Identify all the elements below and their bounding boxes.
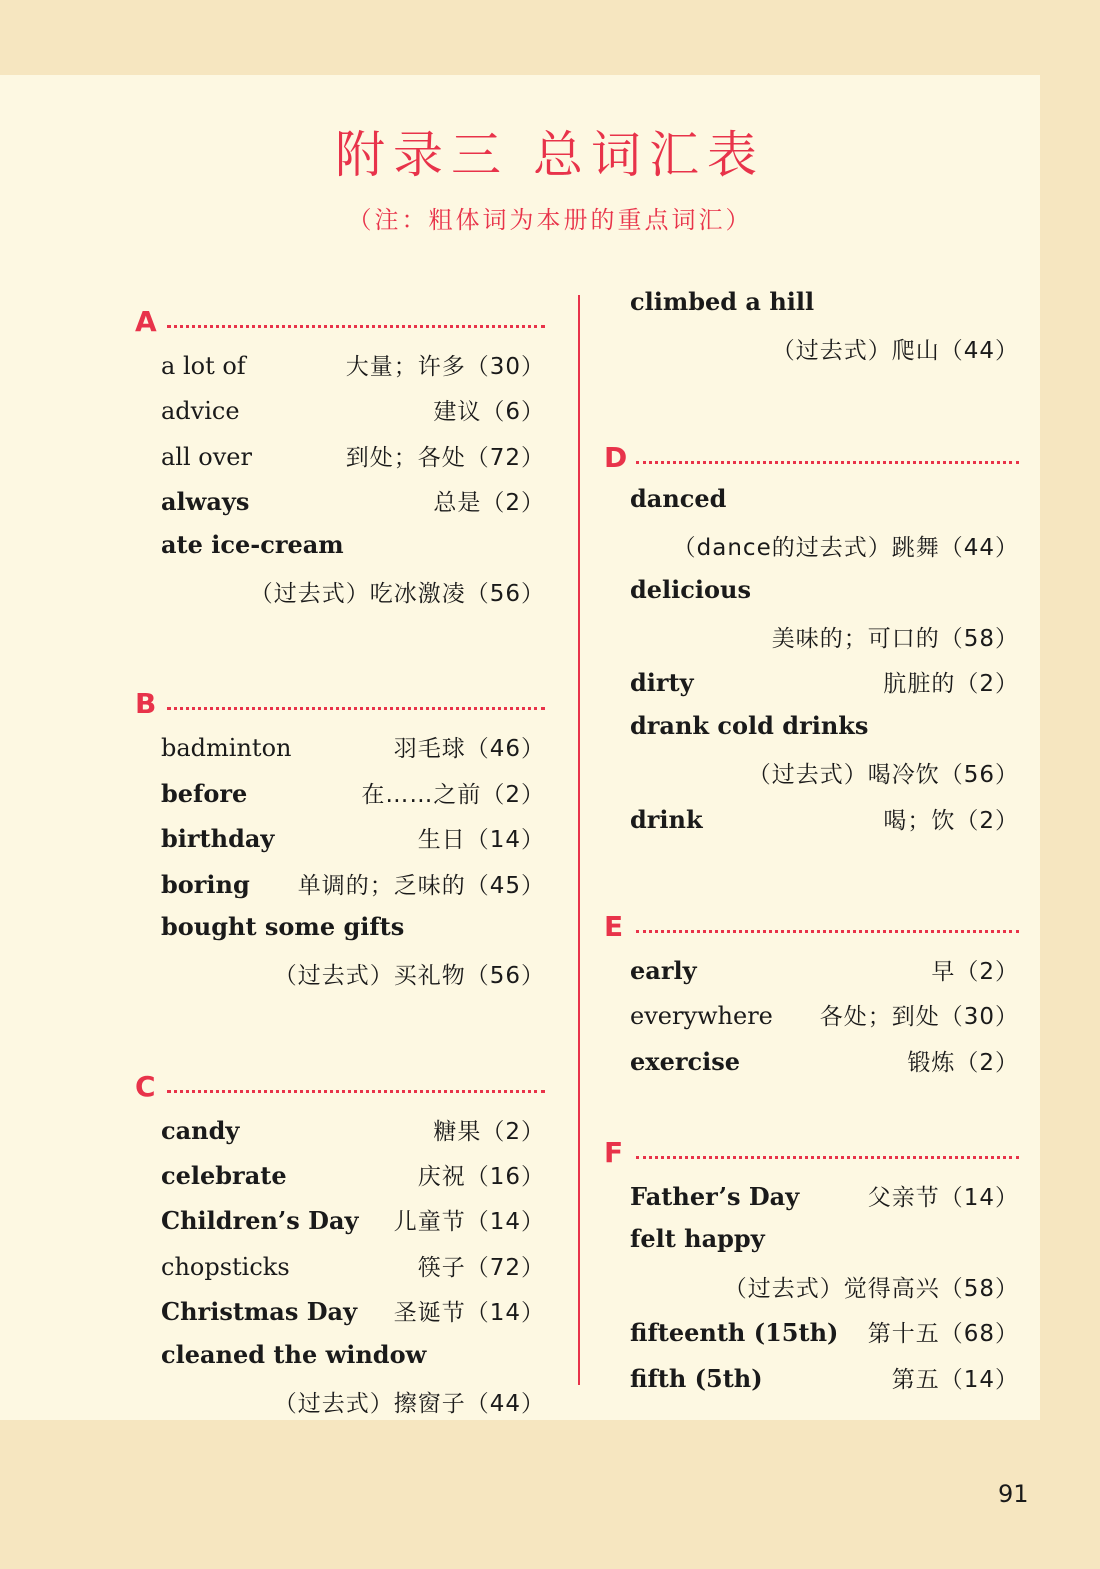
page-title: 附录三 总词汇表	[335, 126, 765, 184]
section-f	[604, 1123, 1019, 1406]
entry-word: all over	[161, 442, 252, 471]
entry-list	[630, 953, 1019, 1089]
column-divider	[578, 295, 580, 1385]
entry-word: a lot of	[161, 352, 246, 380]
section-c-header	[135, 1057, 545, 1101]
vocab-entry-continued	[630, 1270, 1019, 1315]
vocab-entry	[630, 1179, 1019, 1224]
vocab-entry	[161, 821, 545, 866]
left-column	[135, 292, 545, 1430]
entry-word: ate ice-cream	[161, 529, 344, 559]
vocab-entry	[630, 287, 1019, 332]
vocab-entry	[161, 484, 545, 529]
vocab-entry-continued	[161, 575, 545, 620]
entry-word: advice	[161, 397, 240, 426]
section-e	[604, 897, 1019, 1089]
vocab-entry	[630, 575, 1019, 620]
vocab-entry	[630, 665, 1019, 710]
vocab-entry	[161, 1249, 545, 1294]
entry-word: badminton	[161, 734, 292, 763]
entry-definition: 筷子（72）	[417, 1254, 545, 1281]
entry-word: cleaned the window	[161, 1339, 427, 1369]
entry-definition: 早（2）	[931, 958, 1019, 985]
entry-word: Father’s Day	[630, 1182, 800, 1212]
entry-definition: 建议（6）	[433, 399, 545, 426]
vocab-entry	[161, 1340, 545, 1385]
entry-definition: （过去式）吃冰激凌（56）	[249, 580, 545, 607]
entry-word: felt happy	[630, 1224, 765, 1254]
entry-definition: 圣诞节（14）	[393, 1300, 545, 1327]
entry-definition: 第五（14）	[891, 1366, 1019, 1393]
vocab-entry	[161, 730, 545, 775]
vocab-entry	[630, 484, 1019, 529]
vocab-entry	[630, 1361, 1019, 1406]
entry-definition: （过去式）觉得高兴（58）	[723, 1275, 1019, 1302]
entry-definition: 锻炼（2）	[907, 1049, 1019, 1076]
entry-word: danced	[630, 483, 727, 513]
vocab-entry-continued	[161, 1385, 545, 1430]
entry-definition: 美味的；可口的（58）	[771, 625, 1019, 652]
entry-definition: 总是（2）	[433, 490, 545, 517]
entry-word: bought some gifts	[161, 911, 405, 941]
right-column	[604, 287, 1019, 1406]
entry-word: climbed a hill	[630, 287, 815, 316]
section-a-header	[135, 292, 545, 336]
entry-definition: 儿童节（14）	[393, 1209, 545, 1236]
dotted-rule	[167, 325, 545, 328]
entry-list	[161, 730, 545, 1002]
vocab-entry	[630, 1224, 1019, 1269]
entry-word: exercise	[630, 1046, 741, 1076]
entry-word: chopsticks	[161, 1252, 290, 1281]
entry-word: celebrate	[161, 1161, 287, 1191]
section-letter: E	[604, 909, 624, 943]
entry-word: drink	[630, 804, 703, 834]
vocab-entry	[161, 348, 545, 393]
entry-word: everywhere	[630, 1002, 773, 1031]
vocab-entry	[161, 439, 545, 484]
vocab-entry	[161, 776, 545, 821]
entry-definition: 在……之前（2）	[361, 781, 545, 808]
vocab-entry-continued	[161, 957, 545, 1002]
entry-definition: （过去式）买礼物（56）	[273, 963, 545, 990]
entry-list	[161, 1113, 545, 1431]
entry-word: always	[161, 487, 250, 517]
page-number: 91	[998, 1480, 1029, 1508]
dotted-rule	[636, 461, 1019, 464]
section-c-continued	[604, 287, 1019, 378]
section-letter: B	[135, 687, 157, 721]
entry-definition: 父亲节（14）	[867, 1185, 1019, 1212]
entry-word: boring	[161, 869, 250, 899]
vocab-entry	[161, 1294, 545, 1339]
entry-word: dirty	[630, 668, 694, 698]
vocab-entry-continued	[630, 332, 1019, 377]
section-letter: D	[604, 440, 628, 474]
section-f-header	[604, 1123, 1019, 1170]
vocab-entry	[630, 711, 1019, 756]
entry-word: early	[630, 955, 697, 985]
section-b	[135, 674, 545, 1002]
entry-word: Christmas Day	[161, 1297, 358, 1327]
entry-definition: 第十五（68）	[867, 1321, 1019, 1348]
section-letter: F	[604, 1136, 624, 1170]
section-e-header	[604, 897, 1019, 941]
entry-definition: 喝；饮（2）	[883, 807, 1019, 834]
vocab-entry	[630, 802, 1019, 847]
vocab-entry	[630, 1315, 1019, 1360]
vocab-entry	[630, 953, 1019, 998]
entry-definition: 肮脏的（2）	[883, 671, 1019, 698]
section-a	[135, 292, 545, 620]
vocab-entry	[161, 867, 545, 912]
entry-definition: 各处；到处（30）	[819, 1004, 1019, 1031]
entry-list	[630, 287, 1019, 378]
entry-definition: （过去式）擦窗子（44）	[273, 1391, 545, 1418]
vocab-entry-continued	[630, 756, 1019, 801]
dotted-rule	[636, 1156, 1019, 1159]
vocab-entry	[161, 393, 545, 438]
page-subtitle: （注：粗体词为本册的重点词汇）	[347, 206, 753, 234]
dotted-rule	[167, 707, 545, 710]
vocab-entry	[161, 530, 545, 575]
dotted-rule	[636, 930, 1019, 933]
entry-definition: 庆祝（16）	[417, 1164, 545, 1191]
vocab-entry	[161, 912, 545, 957]
section-d	[604, 428, 1019, 847]
entry-definition: 大量；许多（30）	[345, 354, 545, 380]
entry-word: candy	[161, 1115, 240, 1145]
entry-word: fifteenth (15th)	[630, 1318, 839, 1348]
vocab-entry	[161, 1113, 545, 1158]
entry-definition: 羽毛球（46）	[393, 736, 545, 763]
vocab-entry	[161, 1158, 545, 1203]
entry-word: fifth (5th)	[630, 1363, 763, 1393]
vocab-entry	[630, 1044, 1019, 1089]
entry-word: birthday	[161, 824, 275, 854]
entry-definition: （过去式）爬山（44）	[771, 338, 1019, 365]
entry-definition: 到处；各处（72）	[345, 444, 545, 471]
entry-list	[161, 348, 545, 620]
entry-word: delicious	[630, 574, 751, 604]
entry-definition: 生日（14）	[417, 827, 545, 854]
section-b-header	[135, 674, 545, 721]
vocab-entry	[630, 998, 1019, 1043]
section-c	[135, 1057, 545, 1431]
vocab-entry-continued	[630, 620, 1019, 665]
entry-definition: （过去式）喝冷饮（56）	[747, 762, 1019, 789]
entry-definition: 单调的；乏味的（45）	[297, 872, 545, 899]
dotted-rule	[167, 1090, 545, 1093]
section-letter: C	[135, 1069, 156, 1103]
entry-list	[630, 1179, 1019, 1406]
entry-word: Children’s Day	[161, 1206, 359, 1236]
entry-word: drank cold drinks	[630, 710, 869, 740]
section-letter: A	[135, 305, 157, 338]
entry-word: before	[161, 778, 248, 808]
section-d-header	[604, 428, 1019, 472]
entry-definition: （dance的过去式）跳舞（44）	[672, 535, 1019, 562]
vocab-entry	[161, 1203, 545, 1248]
entry-definition: 糖果（2）	[433, 1118, 545, 1145]
entry-list	[630, 484, 1019, 847]
vocab-entry-continued	[630, 529, 1019, 574]
